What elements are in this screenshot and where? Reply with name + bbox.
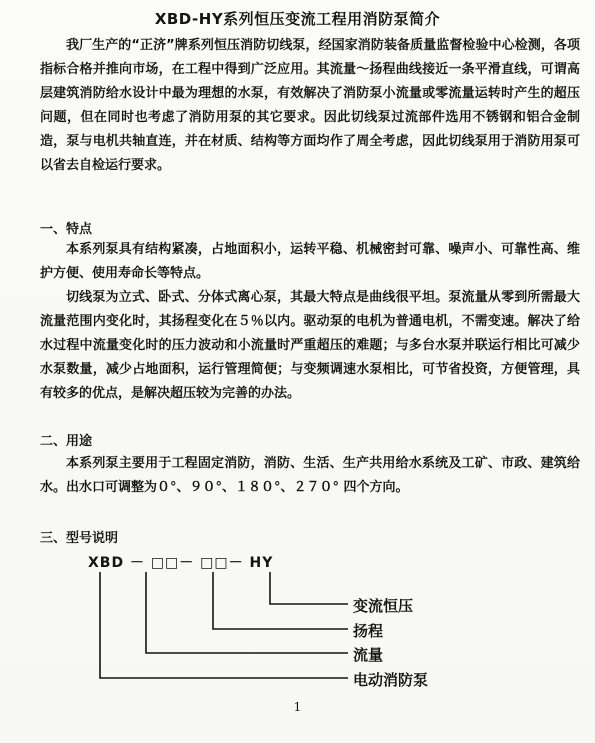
label-flow: 流量 [353, 646, 384, 664]
usage-paragraph: 本系列泵主要用于工程固定消防，消防、生活、生产共用给水系统及工矿、市政、建筑给水。出水口可调整为０°、９０°、１８０°、２７０° 四个方向。 [40, 456, 580, 495]
document-title: XBD-HY系列恒压变流工程用消防泵简介 [154, 10, 441, 28]
connector-flow [146, 572, 348, 653]
features-paragraph-2: 切线泵为立式、卧式、分体式离心泵，其最大特点是曲线很平坦。泵流量从零到所需最大流量范围内变化时，其扬程变化在５％以内。驱动泵的电机为普通电机，不需变速。解决了给水过程中流量变化时的压力波动和小流量时严重超压的难题；与多台水泵并联运行相比可减少水泵数量，减少占地面积，运行管理简便；与变频调速水泵相比，可节省投资，方便管理，具有较多的优点，是解决超压较为完善的办法。 [40, 290, 580, 401]
label-electric-fire-pump: 电动消防泵 [353, 671, 429, 689]
features-heading: 一、特点 [40, 222, 93, 237]
label-head: 扬程 [353, 622, 384, 640]
connector-hy [270, 572, 348, 604]
model-code-diagram [60, 550, 480, 700]
model-code: XBD － □□－ □□－ HY [88, 555, 274, 571]
connector-head [213, 572, 348, 629]
intro-paragraph: 我厂生产的“正济”牌系列恒压消防切线泵，经国家消防装备质量监督检验中心检测，各项指标合格并推向市场，在工程中得到广泛应用。其流量～扬程曲线接近一条平滑直线，可谓高层建筑消防给水设计中最为理想的水泵，有效解决了消防泵小流量或零流量运转时产生的超压问题，但在同时也考虑了消防用泵的其它要求。因此切线泵过流部件选用不锈钢和铝合金制造，泵与电机共轴直连，并在材质、结构等方面均作了周全考虑，因此切线泵用于消防用泵可以省去自检运行要求。 [40, 38, 580, 173]
page-number: 1 [293, 700, 302, 714]
features-paragraph-1: 本系列泵具有结构紧凑，占地面积小，运转平稳、机械密封可靠、噪声小、可靠性高、维护方便、使用寿命长等特点。 [40, 242, 580, 281]
model-heading: 三、型号说明 [40, 531, 119, 546]
label-constant-pressure: 变流恒压 [353, 597, 414, 615]
connector-xbd [100, 572, 348, 678]
usage-heading: 二、用途 [40, 434, 93, 449]
